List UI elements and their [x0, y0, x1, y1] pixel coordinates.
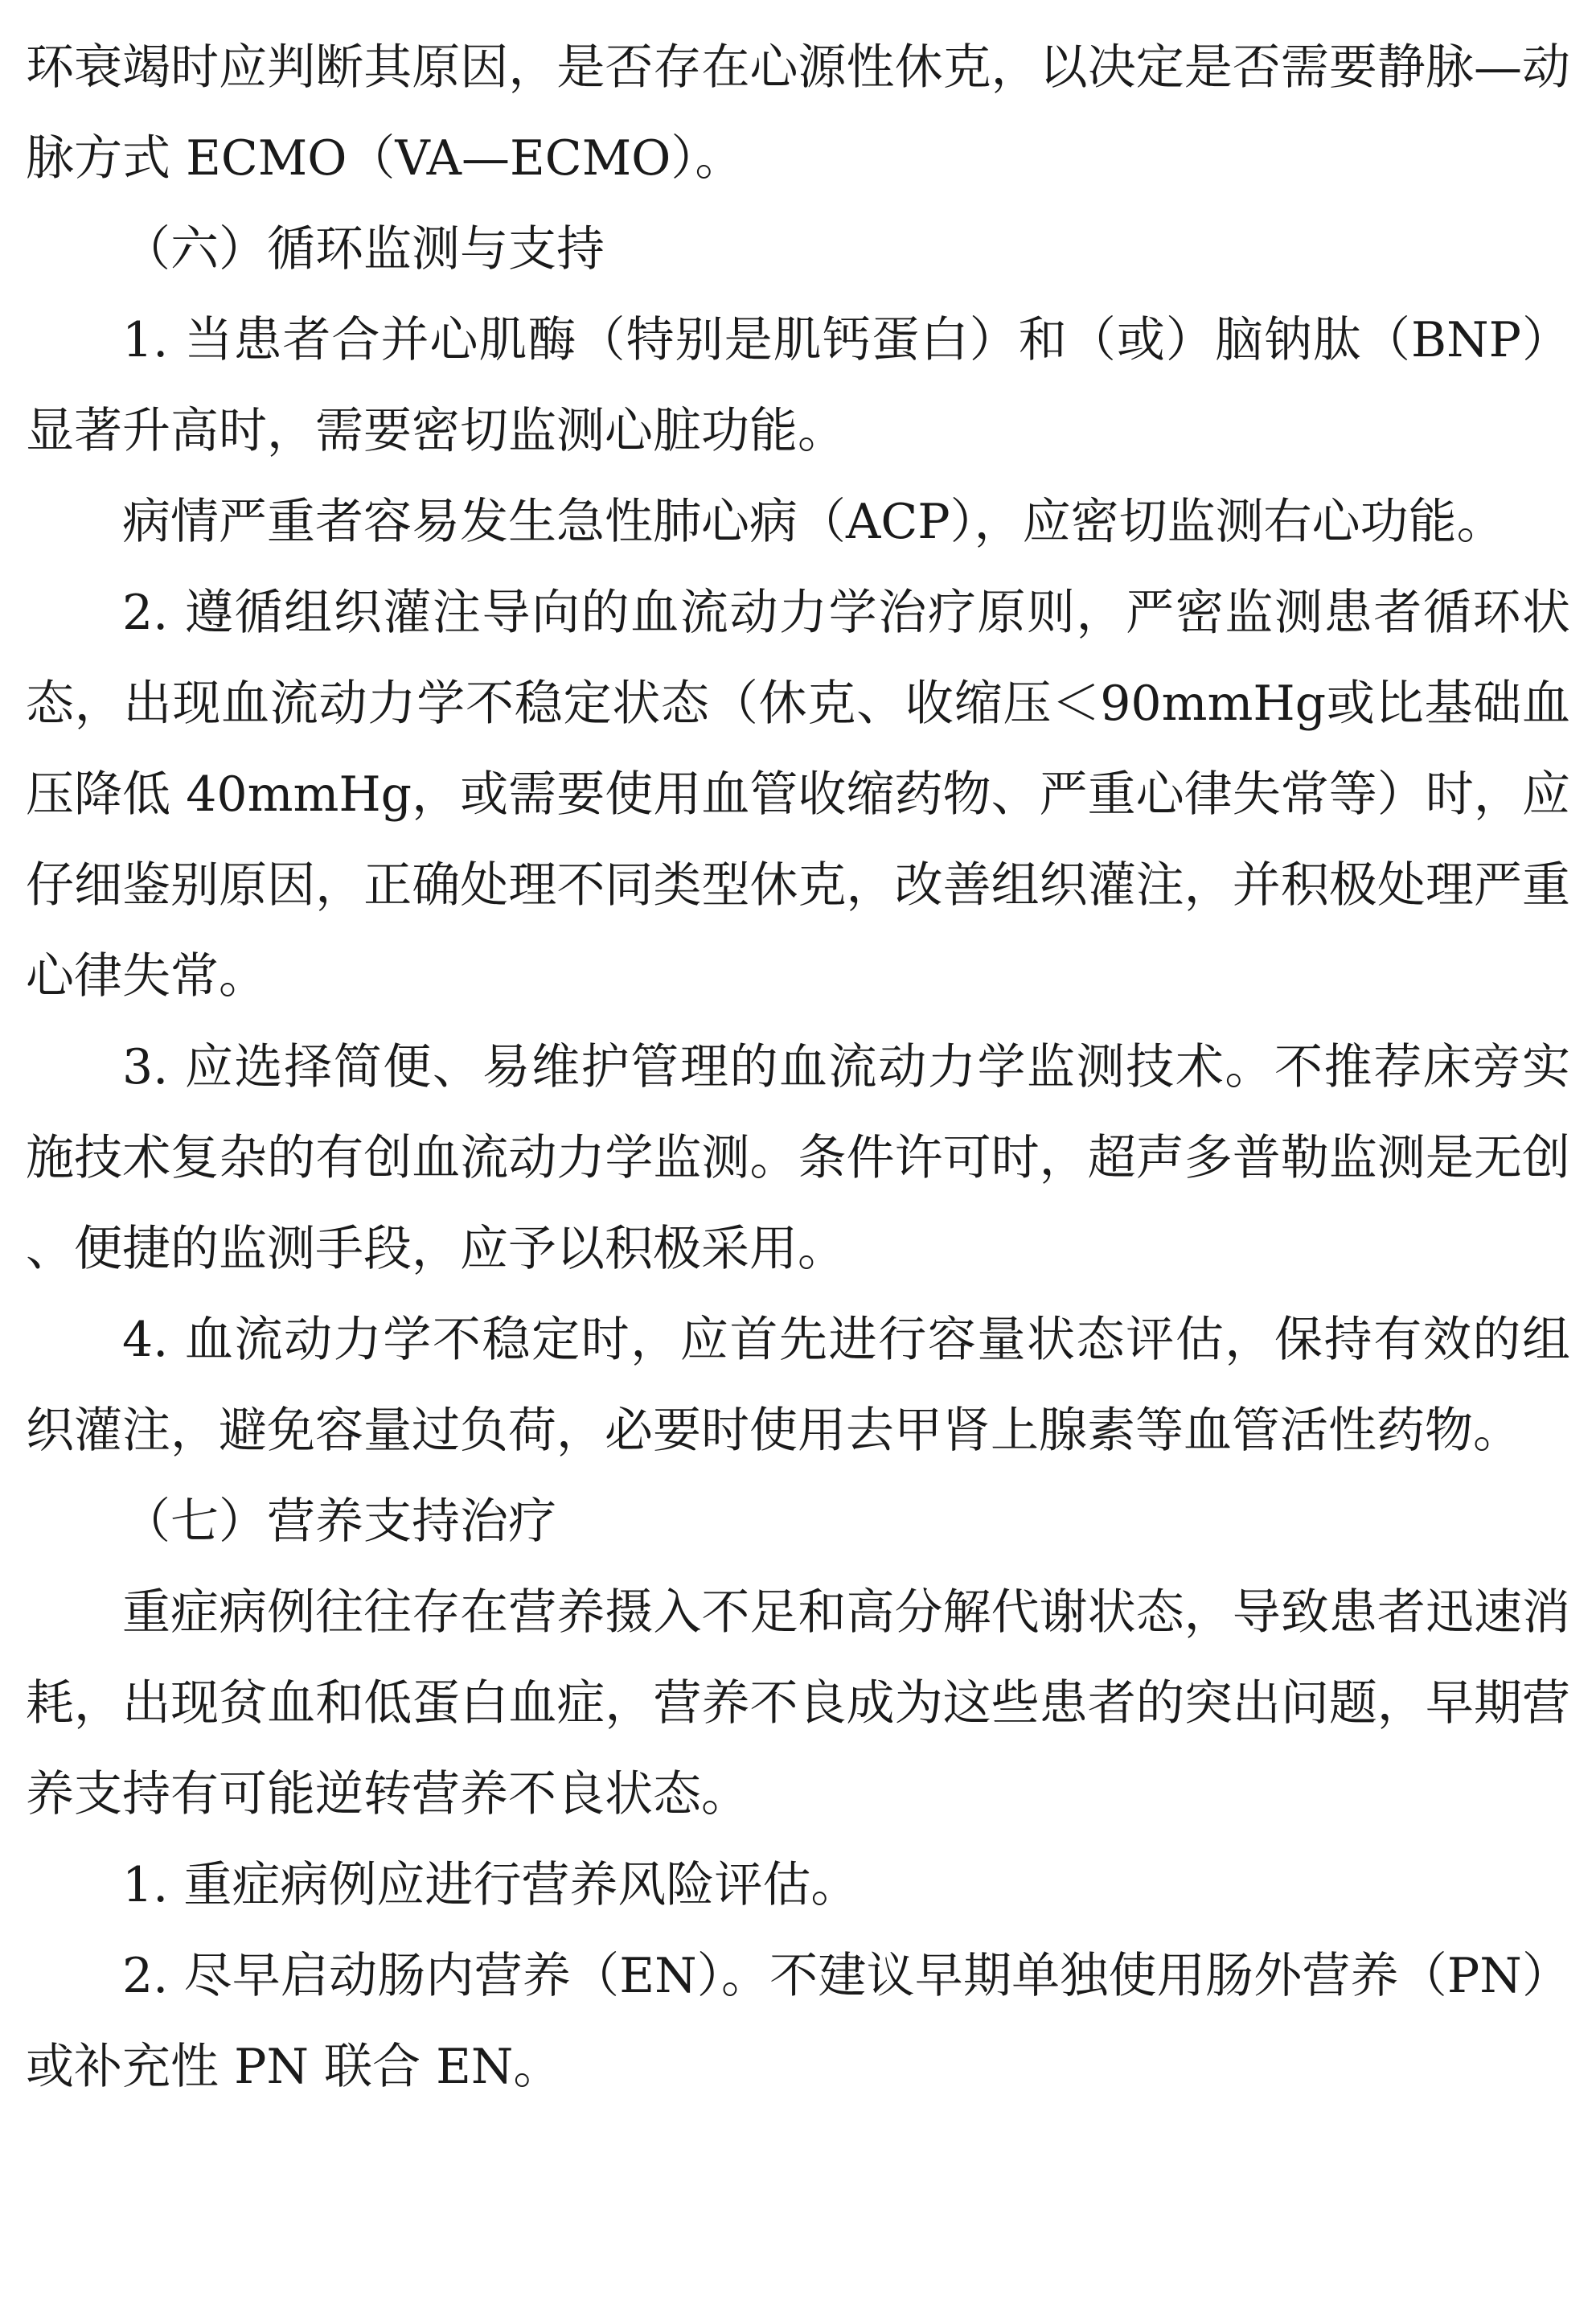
section-heading-nutrition: （七）营养支持治疗 [122, 1493, 556, 1550]
paragraph-nutrition-item-1: 1. 重症病例应进行营养风险评估。 [122, 1857, 860, 1913]
paragraph-nutrition-item-2: 2. 尽早启动肠内营养（EN）。不建议早期单独使用肠外营养（PN）或补充性 PN 联合 EN。 [26, 1948, 1570, 2095]
section-heading-circulation: （六）循环监测与支持 [122, 221, 605, 277]
paragraph-item-3-monitoring-technique: 3. 应选择简便、易维护管理的血流动力学监测技术。不推荐床旁实施技术复杂的有创血流动力学监测。条件许可时，超声多普勒监测是无创、便捷的监测手段，应予以积极采用。 [26, 1039, 1570, 1277]
paragraph-item-1-cardiac-monitoring: 1. 当患者合并心肌酶（特别是肌钙蛋白）和（或）脑钠肽（BNP）显著升高时，需要密切监测心脏功能。 [26, 312, 1570, 459]
paragraph-circulatory-failure-ecmo: 环衰竭时应判断其原因，是否存在心源性休克，以决定是否需要静脉—动脉方式 ECMO（VA—ECMO）。 [26, 39, 1570, 187]
document-page [26, 23, 1570, 2113]
paragraph-item-4-volume-assessment: 4. 血流动力学不稳定时，应首先进行容量状态评估，保持有效的组织灌注，避免容量过负荷，必要时使用去甲肾上腺素等血管活性药物。 [26, 1312, 1570, 1459]
paragraph-acp-right-heart: 病情严重者容易发生急性肺心病（ACP），应密切监测右心功能。 [122, 494, 1505, 550]
paragraph-nutrition-intro: 重症病例往往存在营养摄入不足和高分解代谢状态，导致患者迅速消耗，出现贫血和低蛋白血症，营养不良成为这些患者的突出问题，早期营养支持有可能逆转营养不良状态。 [26, 1584, 1570, 1822]
paragraph-item-2-hemodynamics: 2. 遵循组织灌注导向的血流动力学治疗原则，严密监测患者循环状态，出现血流动力学不稳定状态（休克、收缩压＜90mmHg或比基础血压降低 40mmHg，或需要使用血管收缩药物、严重心律失常等）时，应仔细鉴别原因，正确处理不同类型休克，改善组织灌注，并积极处理严重心律失常。 [26, 585, 1570, 1004]
